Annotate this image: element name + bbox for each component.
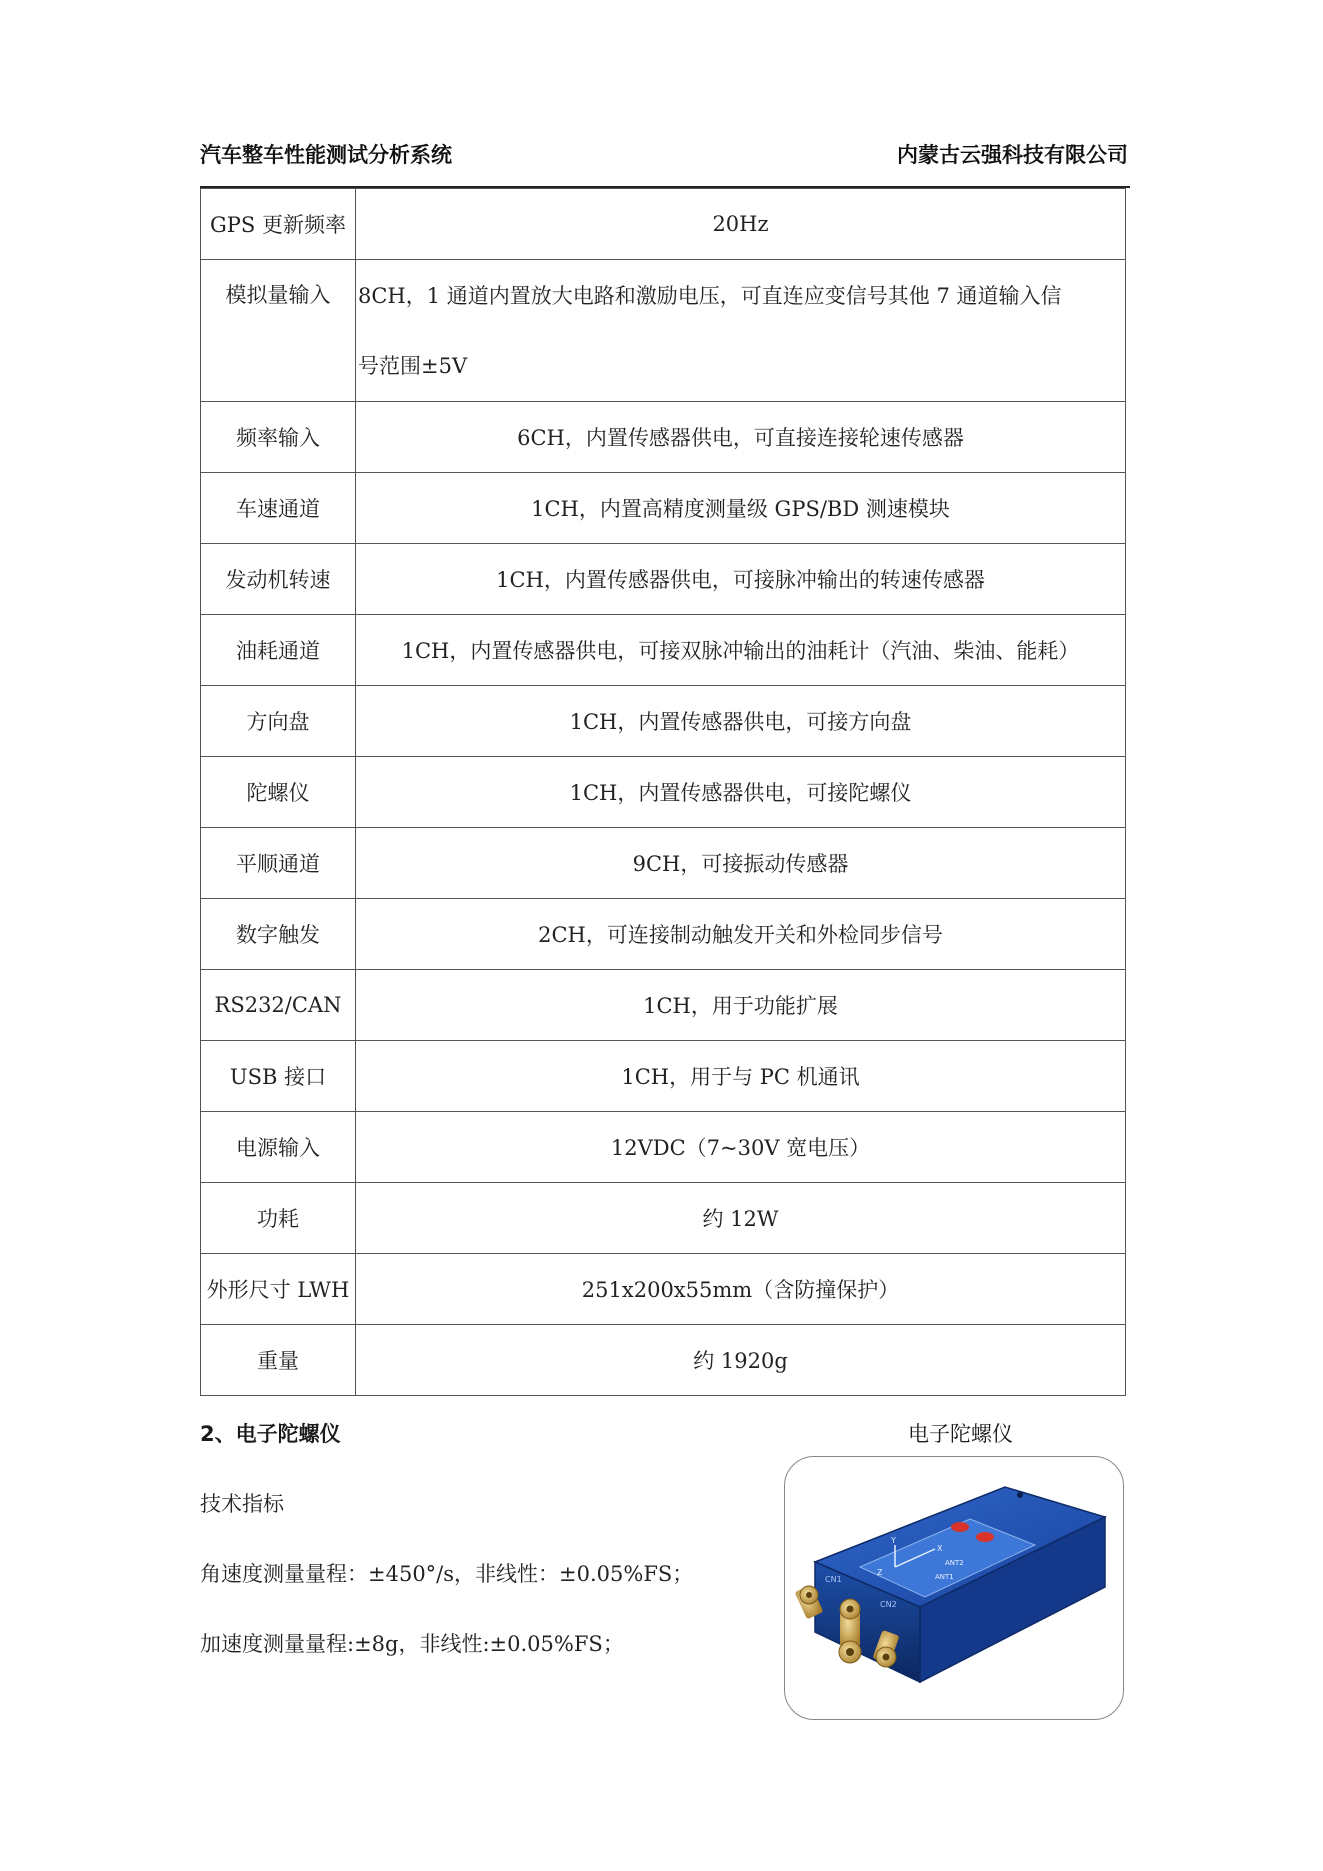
spec-line-acceleration: 加速度测量量程:±8g，非线性:±0.05%FS； [200,1632,624,1656]
spec-value: 1CH，内置传感器供电，可接脉冲输出的转速传感器 [356,544,1126,615]
axis-y-label: Y [891,1536,896,1545]
spec-label: 油耗通道 [201,615,356,686]
table-row [201,970,1126,1041]
spec-label: RS232/CAN [201,970,356,1041]
spec-label: 功耗 [201,1183,356,1254]
axis-x-label: X [937,1544,943,1553]
spec-value: 251x200x55mm（含防撞保护） [356,1254,1126,1325]
page-header [200,140,1128,170]
status-led-icon [1017,1492,1023,1498]
spec-value: 1CH，内置传感器供电，可接陀螺仪 [356,757,1126,828]
table-row [201,189,1126,260]
spec-value: 2CH，可连接制动触发开关和外检同步信号 [356,899,1126,970]
spec-value-line: 号范围±5V [358,353,468,378]
table-row [201,1112,1126,1183]
table-row [201,1254,1126,1325]
spec-label: GPS 更新频率 [201,189,356,260]
connector-icon [839,1599,861,1663]
spec-label: 车速通道 [201,473,356,544]
table-row [201,260,1126,402]
cn1-label: CN1 [825,1575,842,1584]
spec-value [356,260,1126,402]
gyroscope-image-frame [784,1456,1124,1720]
spec-value: 6CH，内置传感器供电，可直接连接轮速传感器 [356,402,1126,473]
spec-label: 平顺通道 [201,828,356,899]
axis-z-label: Z [877,1568,883,1577]
figure-caption: 电子陀螺仪 [908,1422,1013,1446]
spec-value: 12VDC（7~30V 宽电压） [356,1112,1126,1183]
section-title: 2、电子陀螺仪 [200,1422,341,1446]
table-row [201,828,1126,899]
spec-label: 数字触发 [201,899,356,970]
spec-label: 方向盘 [201,686,356,757]
spec-line-angular: 角速度测量量程：±450°/s，非线性：±0.05%FS； [200,1562,694,1586]
spec-label: 频率输入 [201,402,356,473]
table-row [201,1325,1126,1396]
spec-label: 陀螺仪 [201,757,356,828]
table-row [201,757,1126,828]
spec-value: 约 12W [356,1183,1126,1254]
section-subtitle: 技术指标 [200,1492,284,1516]
spec-label: USB 接口 [201,1041,356,1112]
table-row [201,899,1126,970]
ant2-label: ANT2 [945,1559,964,1567]
spec-value: 20Hz [356,189,1126,260]
company-name: 内蒙古云强科技有限公司 [897,143,1128,167]
table-row [201,1041,1126,1112]
spec-label: 重量 [201,1325,356,1396]
table-row [201,615,1126,686]
spec-value: 约 1920g [356,1325,1126,1396]
spec-value: 9CH，可接振动传感器 [356,828,1126,899]
table-row [201,544,1126,615]
spec-label: 模拟量输入 [201,260,356,402]
spec-label: 外形尺寸 LWH [201,1254,356,1325]
table-row [201,473,1126,544]
ant1-label: ANT1 [935,1573,954,1581]
spec-label: 电源输入 [201,1112,356,1183]
table-row [201,686,1126,757]
table-row [201,402,1126,473]
table-row [201,1183,1126,1254]
spec-value: 1CH，用于与 PC 机通讯 [356,1041,1126,1112]
indicator-red-icon [976,1532,994,1542]
indicator-red-icon [951,1522,969,1532]
spec-value: 1CH，内置传感器供电，可接双脉冲输出的油耗计（汽油、柴油、能耗） [356,615,1126,686]
document-title: 汽车整车性能测试分析系统 [200,143,452,167]
spec-label: 发动机转速 [201,544,356,615]
spec-value-line: 8CH，1 通道内置放大电路和激励电压，可直连应变信号其他 7 通道输入信 [358,283,1062,308]
spec-value: 1CH，内置高精度测量级 GPS/BD 测速模块 [356,473,1126,544]
gyroscope-device-image [785,1457,1123,1719]
cn2-label: CN2 [880,1600,897,1609]
spec-value: 1CH，内置传感器供电，可接方向盘 [356,686,1126,757]
spec-table [200,188,1126,1396]
spec-value: 1CH，用于功能扩展 [356,970,1126,1041]
